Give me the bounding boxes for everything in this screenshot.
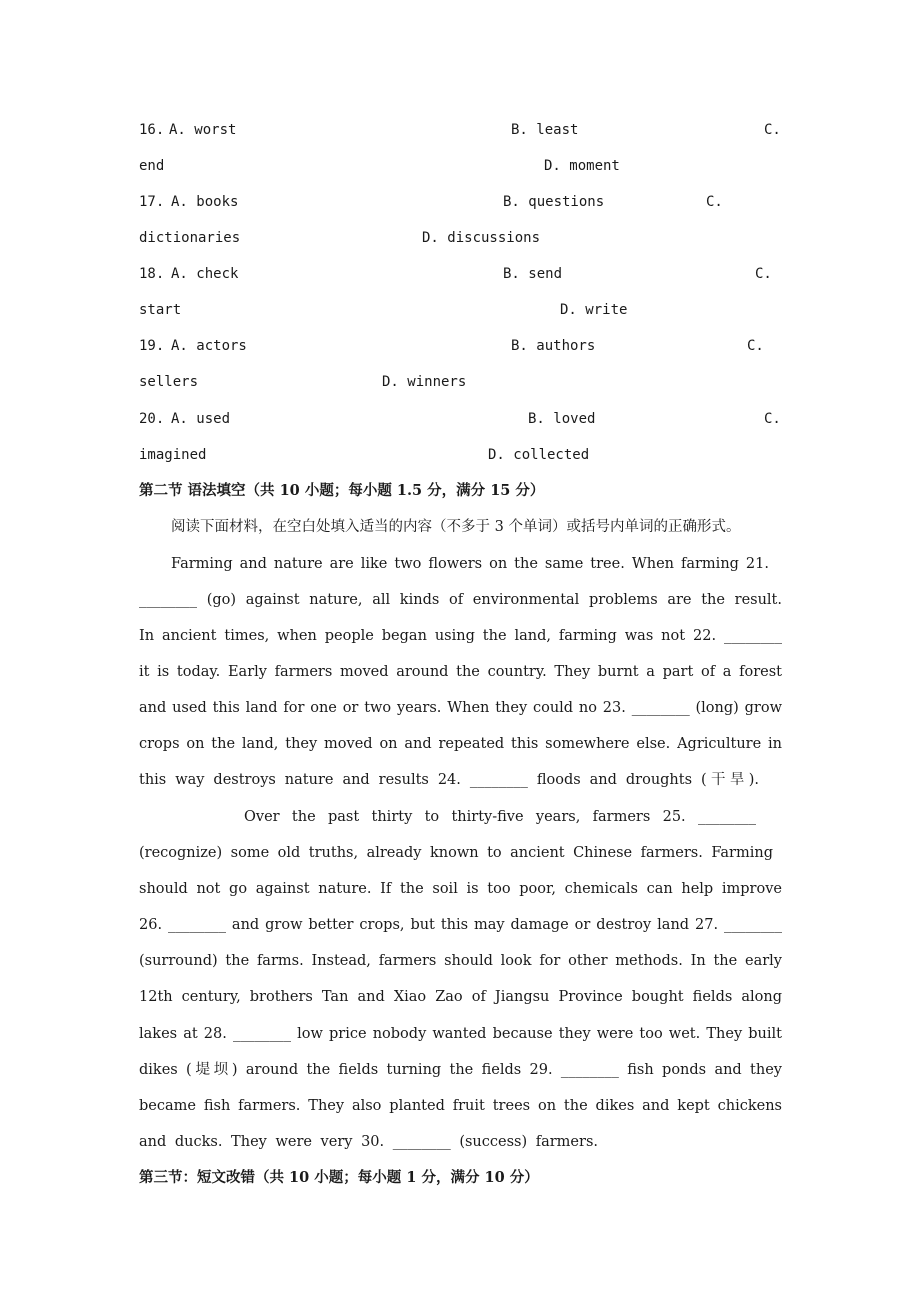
option-b: B. least [511, 122, 579, 138]
option-c-text: end [139, 158, 165, 174]
option-a: A. check [171, 266, 239, 282]
passage-line: 12th century, brothers Tan and Xiao Zao of Jiangsu Province bought fields along [139, 989, 782, 1005]
passage-line: In ancient times, when people began using the land, farming was not 22. ________ [139, 628, 782, 644]
option-c-letter: C. [764, 122, 781, 138]
passage-line: 26. ________ and grow better crops, but this may damage or destroy land 27. ________ [139, 917, 782, 933]
option-b: B. send [503, 266, 563, 282]
option-c-letter: C. [755, 266, 772, 282]
question-number: 19. [139, 338, 165, 354]
option-b: B. authors [511, 338, 596, 354]
passage-line: ________ (go) against nature, all kinds of environmental problems are the result. [139, 592, 782, 608]
option-a: A. actors [171, 338, 247, 354]
passage-line: this way destroys nature and results 24. ________ floods and droughts (干旱). [139, 772, 759, 788]
passage-line: dikes (堤坝) around the fields turning the fields 29. ________ fish ponds and they [139, 1062, 782, 1078]
option-d: D. winners [382, 374, 467, 390]
passage-line: lakes at 28. ________ low price nobody wanted because they were too wet. They built [139, 1026, 782, 1042]
section-heading: 第三节：短文改错（共 10 小题；每小题 1 分，满分 10 分） [139, 1169, 539, 1186]
passage-line: and used this land for one or two years. When they could no 23. ________ (long) grow [139, 700, 782, 716]
question-number: 20. [139, 411, 165, 427]
question-number: 18. [139, 266, 165, 282]
option-c-text: start [139, 302, 182, 318]
passage-line: and ducks. They were very 30. ________ (success) farmers. [139, 1134, 598, 1150]
passage-line: (surround) the farms. Instead, farmers should look for other methods. In the early [139, 953, 782, 969]
passage-line: should not go against nature. If the soil is too poor, chemicals can help improve [139, 881, 782, 897]
option-d: D. discussions [422, 230, 541, 246]
section-heading: 第二节 语法填空（共 10 小题；每小题 1.5 分，满分 15 分） [139, 482, 545, 499]
option-b: B. questions [503, 194, 605, 210]
passage-line: (recognize) some old truths, already known to ancient Chinese farmers. Farming [139, 845, 773, 861]
passage-line: crops on the land, they moved on and repeated this somewhere else. Agriculture in [139, 736, 782, 752]
option-c-letter: C. [764, 411, 781, 427]
option-d: D. moment [544, 158, 620, 174]
passage-line: it is today. Early farmers moved around the country. They burnt a part of a forest [139, 664, 782, 680]
passage-line: became fish farmers. They also planted fruit trees on the dikes and kept chickens [139, 1098, 782, 1114]
question-number: 17. [139, 194, 165, 210]
passage-line: Farming and nature are like two flowers on the same tree. When farming 21. [171, 556, 769, 572]
option-c-text: sellers [139, 374, 199, 390]
option-a: A. used [171, 411, 231, 427]
option-b: B. loved [528, 411, 596, 427]
option-c-text: dictionaries [139, 230, 241, 246]
option-d: D. write [560, 302, 628, 318]
question-number: 16. [139, 122, 165, 138]
option-a: A. worst [169, 122, 237, 138]
option-a: A. books [171, 194, 239, 210]
instruction-text: 阅读下面材料，在空白处填入适当的内容（不多于 3 个单词）或括号内单词的正确形式。 [171, 519, 741, 535]
passage-line: Over the past thirty to thirty-five years, farmers 25. ________ [244, 809, 756, 825]
option-c-letter: C. [747, 338, 764, 354]
option-c-text: imagined [139, 447, 207, 463]
option-d: D. collected [488, 447, 590, 463]
option-c-letter: C. [706, 194, 723, 210]
